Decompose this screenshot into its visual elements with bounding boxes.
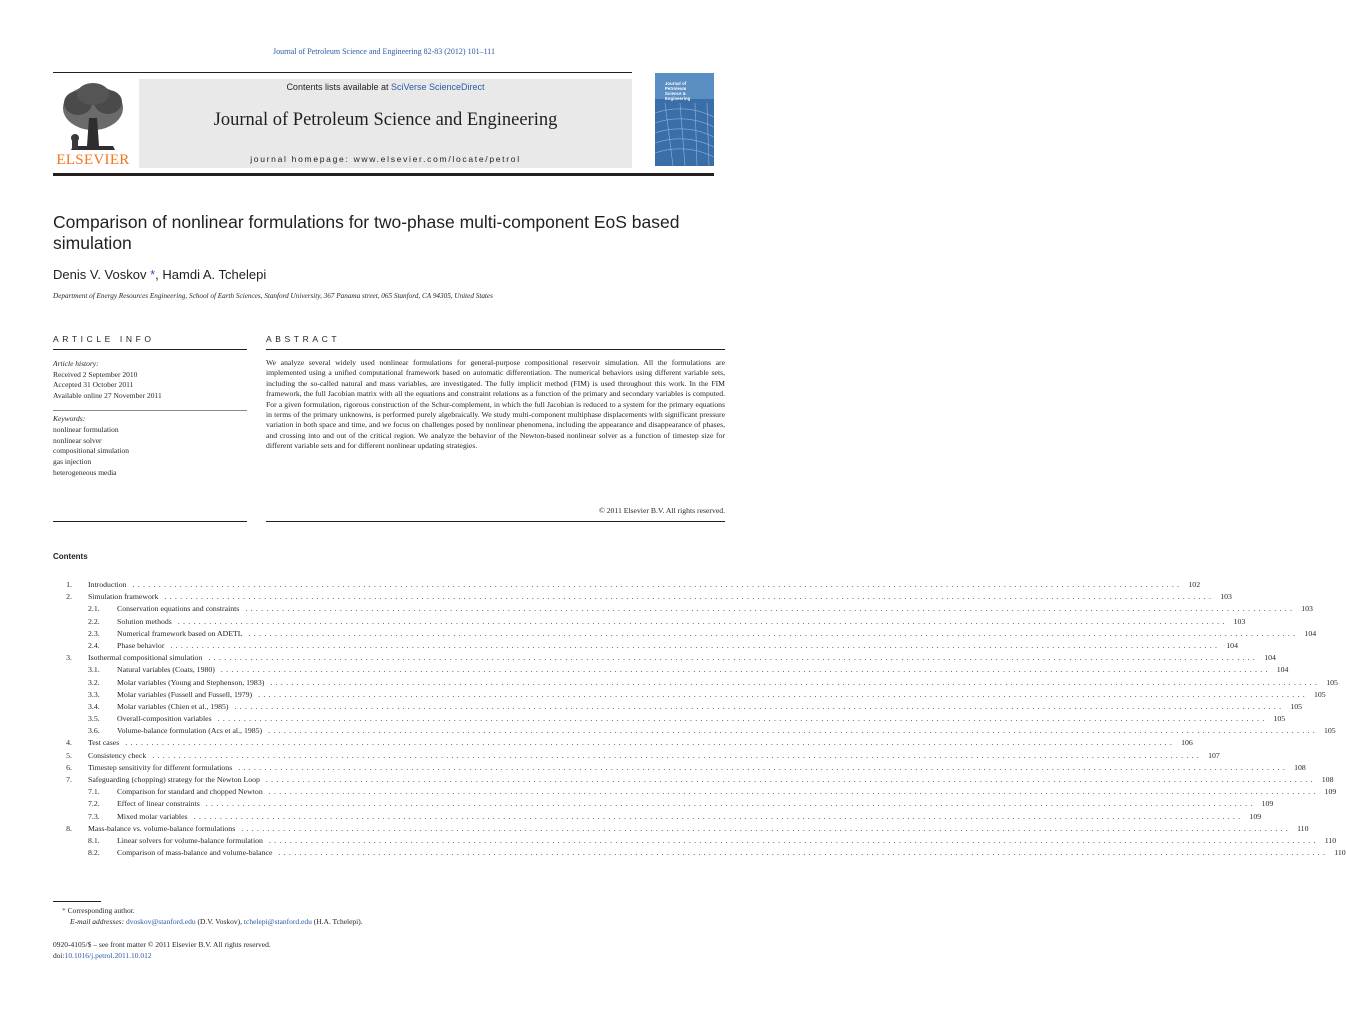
contents-heading: Contents — [53, 552, 88, 561]
cover-title-line: Journal of — [665, 81, 687, 86]
toc-page-number: 103 — [1233, 616, 1246, 626]
toc-number: 3.2. — [88, 677, 100, 687]
article-info-rule — [53, 349, 247, 350]
toc-entry — [117, 701, 1303, 713]
toc-title[interactable]: Natural variables (Coats, 1980) — [117, 665, 215, 675]
sciencedirect-link[interactable]: SciVerse ScienceDirect — [391, 82, 485, 92]
toc-page-number: 108 — [1294, 762, 1306, 772]
email-label: E-mail addresses: — [70, 917, 126, 926]
toc-leader-dots: ........................................................................................................................................................................................................ — [268, 835, 1319, 845]
toc-title[interactable]: Phase behavior — [117, 640, 165, 650]
homepage-link[interactable]: www.elsevier.com/locate/petrol — [353, 154, 521, 164]
cover-artwork — [655, 103, 714, 166]
toc-leader-dots: ........................................................................................................................................................................................................ — [245, 604, 1296, 614]
journal-citation[interactable]: Journal of Petroleum Science and Engineering 82-83 (2012) 101–111 — [272, 47, 496, 56]
email-addresses — [70, 917, 363, 926]
toc-number: 1. — [66, 580, 72, 589]
toc-entry — [117, 725, 1336, 737]
toc-number: 3. — [66, 653, 72, 663]
email-link-tchelepi[interactable]: tchelepi@stanford.edu — [243, 917, 312, 926]
toc-number: 3.6. — [88, 726, 100, 736]
toc-leader-dots: ........................................................................................................................................................................................................ — [177, 616, 1228, 626]
toc-leader-dots: ........................................................................................................................................................................................................ — [220, 665, 1271, 675]
toc-title[interactable]: Comparison for standard and chopped Newton — [117, 787, 263, 797]
toc-leader-dots: ........................................................................................................................................................................................................ — [125, 738, 1176, 748]
toc-title[interactable]: Linear solvers for volume-balance formulation — [117, 835, 263, 845]
toc-entry — [88, 750, 1220, 762]
toc-entry — [117, 811, 1262, 823]
toc-number: 3.1. — [88, 665, 100, 675]
toc-entry — [88, 737, 1193, 749]
article-title: Comparison of nonlinear formulations for two-phase multi-component EoS based simulation — [53, 212, 680, 253]
toc-entry — [88, 652, 1276, 664]
toc-page-number: 110 — [1297, 823, 1309, 833]
toc-entry — [88, 579, 1201, 591]
abstract-rule — [266, 349, 725, 350]
toc-number: 8.1. — [88, 835, 100, 845]
author-name: Denis V. Voskov — [53, 267, 147, 282]
online-date: Available online 27 November 2011 — [53, 390, 162, 400]
article-history — [53, 359, 247, 401]
toc-title[interactable]: Molar variables (Young and Stephenson, 1983) — [117, 677, 265, 687]
toc-page-number: 105 — [1323, 726, 1336, 736]
toc-entry — [117, 786, 1337, 798]
toc-row[interactable] — [53, 591, 1232, 603]
toc-title[interactable]: Test cases — [88, 738, 120, 748]
toc-number: 7.3. — [88, 811, 100, 821]
toc-row[interactable] — [53, 762, 1306, 774]
cover-title — [665, 81, 711, 101]
toc-page-number: 104 — [1226, 640, 1238, 650]
toc-title[interactable]: Timestep sensitivity for different formulations — [88, 762, 233, 772]
toc-row[interactable] — [53, 713, 1286, 725]
toc-number: 8.2. — [88, 848, 100, 858]
toc-page-number: 105 — [1290, 701, 1303, 711]
toc-row[interactable] — [53, 847, 1346, 859]
toc-entry — [117, 689, 1326, 701]
toc-title[interactable]: Solution methods — [117, 616, 172, 626]
toc-entry — [117, 616, 1246, 628]
table-of-contents — [53, 579, 1346, 859]
toc-leader-dots: ........................................................................................................................................................................................................ — [248, 628, 1299, 638]
toc-row[interactable] — [53, 628, 1317, 640]
toc-row[interactable] — [53, 798, 1274, 810]
toc-title[interactable]: Safeguarding (chopping) strategy for the Newton Loop — [88, 775, 260, 784]
author-separator: , — [155, 267, 163, 282]
keywords-label: Keywords: — [53, 414, 86, 423]
article-info-divider — [53, 410, 247, 411]
toc-title[interactable]: Numerical framework based on ADETL — [117, 628, 243, 638]
toc-leader-dots: ........................................................................................................................................................................................................ — [205, 799, 1256, 809]
doi-label: doi: — [53, 951, 65, 960]
article-info-heading: ARTICLE INFO — [53, 334, 155, 344]
toc-leader-dots: ........................................................................................................................................................................................................ — [268, 726, 1318, 736]
toc-title[interactable]: Molar variables (Fussell and Fussell, 1979) — [117, 689, 253, 699]
journal-name: Journal of Petroleum Science and Engineering — [213, 110, 558, 130]
toc-row[interactable] — [53, 616, 1246, 628]
history-label: Article history: — [53, 359, 99, 368]
author-affiliation: Department of Energy Resources Engineering, School of Earth Sciences, Stanford University, 367 Panama street, 065 Stanford, CA 94305, United States — [53, 292, 493, 300]
toc-entry — [117, 847, 1346, 859]
toc-page-number: 104 — [1264, 653, 1276, 663]
toc-page-number: 108 — [1321, 775, 1334, 784]
header-bottom-rule — [53, 173, 714, 176]
toc-row[interactable] — [53, 701, 1303, 713]
toc-row[interactable] — [53, 689, 1326, 701]
abstract-heading: ABSTRACT — [266, 334, 341, 344]
keyword: gas injection — [53, 457, 92, 467]
toc-row[interactable] — [53, 725, 1336, 737]
keyword: compositional simulation — [53, 446, 130, 456]
toc-row[interactable] — [53, 750, 1220, 762]
toc-entry — [117, 664, 1289, 676]
abstract-text: We analyze several widely used nonlinear formulations for general-purpose compositional reservoir simulation. All the formulations are implemented using a unified computational framework based on automatic differentiation. The numerical behaviors using different variable sets, including the so-called natural and mass variables, are investigated. The fully implicit method (FIM) is used throughout this work. In the FIM framework, the full Jacobian matrix with all the equations and constraint relations as a function of the primary and secondary variables is computed. For a given formulation, rigorous construction of the Schur-complement, in which the full Jacobian is reduced to a system for the primary equations in terms of the primary unknowns, is performed purely algebraically. We study multi-component multiphase displacements with significant pressure variation in both space and time, and we focus on challenges posed by nonlinear phenomena, including the appearance and disappearance of phases, and crossing into and out of the critical region. We analyze the behavior of the Newton-based nonlinear solver as a function of timestep size for different variable sets and for different nonlinear updating strategies. — [266, 358, 725, 451]
toc-title[interactable]: Comparison of mass-balance and volume-balance — [117, 848, 273, 858]
author-list — [53, 267, 266, 282]
toc-title[interactable]: Mass-balance vs. volume-balance formulations — [88, 823, 236, 833]
toc-page-number: 106 — [1181, 738, 1193, 748]
header-top-rule — [53, 72, 632, 73]
toc-page-number: 105 — [1326, 677, 1338, 687]
toc-leader-dots: ........................................................................................................................................................................................................ — [238, 762, 1289, 772]
toc-number: 3.5. — [88, 714, 100, 724]
toc-leader-dots: ........................................................................................................................................................................................................ — [193, 811, 1244, 821]
toc-leader-dots: ........................................................................................................................................................................................................ — [234, 701, 1285, 711]
toc-page-number: 104 — [1304, 628, 1317, 638]
toc-title[interactable]: Consistency check — [88, 750, 147, 760]
toc-number: 2. — [66, 592, 72, 602]
toc-entry — [117, 640, 1238, 652]
toc-entry — [117, 677, 1338, 689]
journal-homepage — [139, 154, 632, 164]
toc-number: 7.2. — [88, 799, 100, 809]
toc-row[interactable] — [53, 823, 1309, 835]
abstract-bottom-rule — [266, 521, 725, 522]
email-owner: (D.V. Voskov), — [195, 917, 244, 926]
publisher-wordmark: ELSEVIER — [56, 152, 130, 168]
toc-page-number: 104 — [1276, 665, 1289, 675]
toc-title[interactable]: Molar variables (Chien et al., 1985) — [117, 701, 229, 711]
toc-number: 2.3. — [88, 628, 100, 638]
doi-link[interactable]: 10.1016/j.petrol.2011.10.012 — [64, 951, 152, 960]
toc-title[interactable]: Simulation framework — [88, 592, 159, 602]
doi-line — [53, 951, 152, 960]
toc-row[interactable] — [53, 664, 1289, 676]
toc-entry — [88, 823, 1309, 835]
toc-title[interactable]: Mixed molar variables — [117, 811, 188, 821]
contents-availability — [139, 82, 632, 92]
toc-entry — [117, 603, 1313, 615]
toc-leader-dots: ........................................................................................................................................................................................................ — [152, 750, 1203, 760]
toc-number: 2.1. — [88, 604, 100, 614]
toc-number: 4. — [66, 738, 72, 748]
toc-title[interactable]: Conservation equations and constraints — [117, 604, 240, 614]
footnote-marker[interactable]: * — [62, 906, 66, 915]
toc-leader-dots: ........................................................................................................................................................................................................ — [265, 775, 1316, 784]
toc-number: 3.4. — [88, 701, 100, 711]
toc-row[interactable] — [53, 652, 1276, 664]
article-info-bottom-rule — [53, 521, 247, 522]
toc-entry — [117, 798, 1274, 810]
toc-number: 8. — [66, 823, 72, 833]
footnote-rule — [53, 901, 101, 902]
toc-row[interactable] — [53, 835, 1337, 847]
toc-entry — [88, 591, 1232, 603]
toc-page-number: 103 — [1301, 604, 1313, 614]
cover-title-line: Science & — [665, 91, 686, 96]
toc-number: 7. — [66, 775, 72, 784]
toc-number: 2.2. — [88, 616, 100, 626]
toc-title[interactable]: Effect of linear constraints — [117, 799, 200, 809]
keyword: heterogeneous media — [53, 467, 117, 477]
toc-leader-dots: ........................................................................................................................................................................................................ — [208, 653, 1259, 663]
toc-row[interactable] — [53, 603, 1313, 615]
contents-prefix: Contents lists available at — [286, 82, 391, 92]
toc-row[interactable] — [53, 677, 1338, 689]
received-date: Received 2 September 2010 — [53, 369, 138, 379]
keyword: nonlinear formulation — [53, 424, 119, 434]
toc-number: 7.1. — [88, 787, 100, 797]
toc-leader-dots: ........................................................................................................................................................................................................ — [258, 689, 1308, 699]
toc-row[interactable] — [53, 774, 1334, 786]
toc-number: 2.4. — [88, 640, 100, 650]
abstract-copyright: © 2011 Elsevier B.V. All rights reserved. — [598, 506, 725, 515]
toc-title[interactable]: Overall-composition variables — [117, 714, 212, 724]
corresponding-author-marker[interactable]: * — [150, 267, 156, 282]
issn-line: 0920-4105/$ – see front matter © 2011 Elsevier B.V. All rights reserved. — [53, 940, 271, 949]
email-owner: (H.A. Tchelepi). — [311, 917, 363, 926]
toc-number: 3.3. — [88, 689, 100, 699]
cover-title-line: Petroleum — [665, 86, 687, 91]
journal-cover-thumbnail[interactable] — [655, 73, 714, 166]
toc-entry — [88, 762, 1306, 774]
toc-leader-dots: ........................................................................................................................................................................................................ — [241, 823, 1292, 833]
author-name: Hamdi A. Tchelepi — [162, 267, 267, 282]
footnote-text: Corresponding author. — [65, 906, 135, 915]
toc-page-number: 110 — [1334, 848, 1346, 858]
toc-row[interactable] — [53, 811, 1262, 823]
toc-row[interactable] — [53, 579, 1201, 591]
toc-page-number: 105 — [1273, 714, 1286, 724]
toc-page-number: 109 — [1249, 811, 1262, 821]
email-link-voskov[interactable]: dvoskov@stanford.edu — [125, 917, 196, 926]
keywords-block — [53, 414, 247, 479]
toc-title[interactable]: Isothermal compositional simulation — [88, 653, 203, 663]
toc-page-number: 103 — [1220, 592, 1232, 602]
toc-leader-dots: ........................................................................................................................................................................................................ — [170, 640, 1221, 650]
toc-entry — [88, 774, 1334, 786]
accepted-date: Accepted 31 October 2011 — [53, 380, 134, 389]
toc-page-number: 109 — [1324, 787, 1337, 797]
toc-page-number: 109 — [1261, 799, 1274, 809]
toc-leader-dots: ........................................................................................................................................................................................................ — [217, 714, 1268, 724]
corresponding-author-note — [62, 906, 135, 915]
toc-title[interactable]: Introduction — [88, 580, 127, 589]
cover-title-line: Engineering — [665, 96, 691, 101]
toc-row[interactable] — [53, 737, 1193, 749]
toc-page-number: 102 — [1188, 580, 1201, 589]
homepage-prefix: journal homepage: — [250, 154, 354, 164]
toc-leader-dots: ........................................................................................................................................................................................................ — [278, 848, 1329, 858]
toc-leader-dots: ........................................................................................................................................................................................................ — [270, 677, 1321, 687]
toc-page-number: 105 — [1313, 689, 1326, 699]
toc-entry — [117, 628, 1317, 640]
toc-entry — [117, 713, 1286, 725]
toc-leader-dots: ........................................................................................................................................................................................................ — [164, 592, 1215, 602]
toc-row[interactable] — [53, 640, 1238, 652]
toc-leader-dots: ........................................................................................................................................................................................................ — [268, 787, 1319, 797]
keyword: nonlinear solver — [53, 435, 102, 445]
toc-number: 5. — [66, 750, 72, 760]
toc-number: 6. — [66, 762, 72, 772]
toc-page-number: 110 — [1324, 835, 1337, 845]
toc-row[interactable] — [53, 786, 1337, 798]
toc-page-number: 107 — [1208, 750, 1220, 760]
toc-leader-dots: ........................................................................................................................................................................................................ — [132, 580, 1183, 589]
toc-entry — [117, 835, 1337, 847]
toc-title[interactable]: Volume-balance formulation (Acs et al., 1985) — [117, 726, 263, 736]
